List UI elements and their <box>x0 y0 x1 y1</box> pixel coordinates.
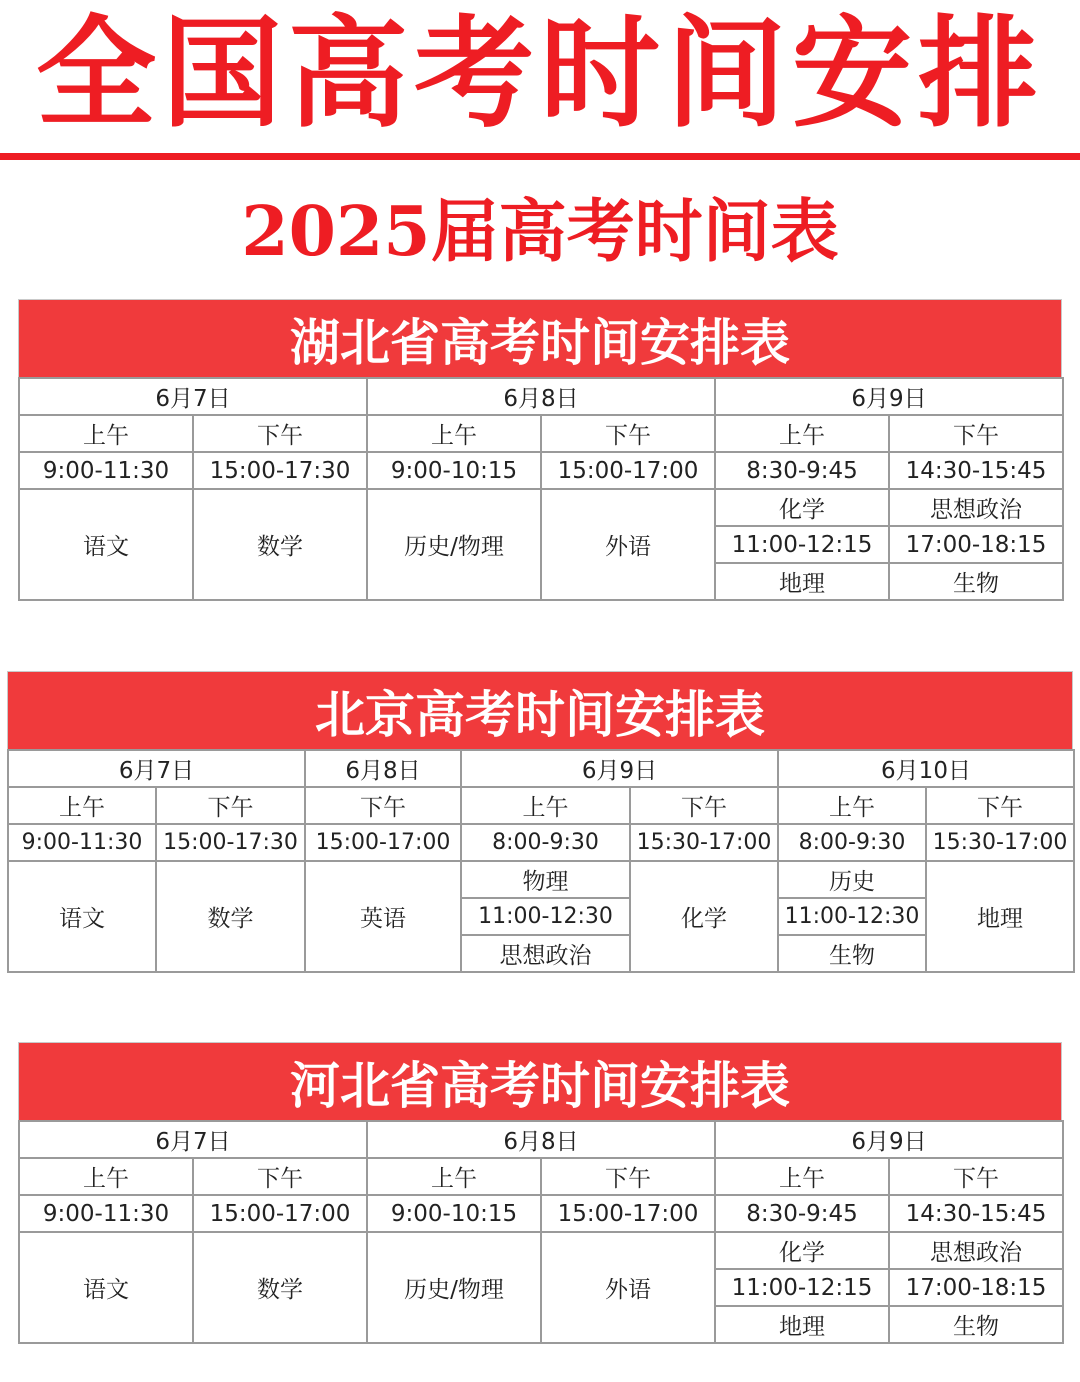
date-cell: 6月9日 <box>715 378 1063 415</box>
time-cell: 15:00-17:30 <box>156 824 305 861</box>
subject-cell: 语文 <box>8 861 156 972</box>
hebei-schedule-title: 河北省高考时间安排表 <box>18 1042 1062 1120</box>
period-cell: 下午 <box>889 415 1063 452</box>
time-cell: 9:00-11:30 <box>19 452 193 489</box>
time-cell: 14:30-15:45 <box>889 1195 1063 1232</box>
date-cell: 6月7日 <box>8 750 305 787</box>
beijing-schedule-title: 北京高考时间安排表 <box>7 671 1073 749</box>
beijing-schedule-table <box>7 749 1075 973</box>
beijing-schedule <box>7 671 1073 973</box>
period-cell: 下午 <box>541 415 715 452</box>
subject-cell: 化学 <box>715 489 889 526</box>
time-cell: 8:30-9:45 <box>715 1195 889 1232</box>
period-cell: 上午 <box>715 415 889 452</box>
subject-cell: 语文 <box>19 1232 193 1343</box>
subject-cell: 外语 <box>541 1232 715 1343</box>
time-cell: 17:00-18:15 <box>889 1269 1063 1306</box>
time-cell: 15:00-17:00 <box>541 1195 715 1232</box>
time-cell: 8:30-9:45 <box>715 452 889 489</box>
hubei-schedule-title: 湖北省高考时间安排表 <box>18 299 1062 377</box>
page-title: 全国高考时间安排 <box>36 5 1044 144</box>
time-cell: 11:00-12:30 <box>461 898 630 935</box>
subject-cell: 化学 <box>630 861 778 972</box>
subject-cell: 生物 <box>889 1306 1063 1343</box>
date-cell: 6月9日 <box>715 1121 1063 1158</box>
time-cell: 8:00-9:30 <box>778 824 926 861</box>
date-cell: 6月8日 <box>367 378 715 415</box>
period-cell: 下午 <box>926 787 1074 824</box>
period-row <box>19 415 1063 452</box>
time-cell: 8:00-9:30 <box>461 824 630 861</box>
time-row <box>19 452 1063 489</box>
period-cell: 下午 <box>630 787 778 824</box>
time-cell: 9:00-11:30 <box>8 824 156 861</box>
period-cell: 上午 <box>778 787 926 824</box>
time-cell: 17:00-18:15 <box>889 526 1063 563</box>
date-cell: 6月8日 <box>367 1121 715 1158</box>
subject-cell: 生物 <box>889 563 1063 600</box>
subject-row <box>19 489 1063 526</box>
time-cell: 15:30-17:00 <box>926 824 1074 861</box>
subject-cell: 英语 <box>305 861 461 972</box>
subject-cell: 历史/物理 <box>367 1232 541 1343</box>
time-cell: 9:00-11:30 <box>19 1195 193 1232</box>
period-cell: 下午 <box>305 787 461 824</box>
subject-cell: 思想政治 <box>889 1232 1063 1269</box>
date-cell: 6月7日 <box>19 1121 367 1158</box>
hubei-schedule-table <box>18 377 1064 601</box>
period-cell: 上午 <box>715 1158 889 1195</box>
subject-cell: 语文 <box>19 489 193 600</box>
date-cell: 6月7日 <box>19 378 367 415</box>
time-cell: 15:00-17:00 <box>305 824 461 861</box>
subject-cell: 外语 <box>541 489 715 600</box>
period-cell: 上午 <box>19 1158 193 1195</box>
subject-cell: 生物 <box>778 935 926 972</box>
subject-cell: 数学 <box>193 1232 367 1343</box>
time-row <box>8 824 1074 861</box>
period-cell: 上午 <box>19 415 193 452</box>
time-cell: 11:00-12:30 <box>778 898 926 935</box>
subject-cell: 思想政治 <box>889 489 1063 526</box>
date-cell: 6月8日 <box>305 750 461 787</box>
time-cell: 9:00-10:15 <box>367 1195 541 1232</box>
hubei-schedule <box>18 299 1062 601</box>
subject-cell: 物理 <box>461 861 630 898</box>
page-subtitle: 2025届高考时间表 <box>241 192 839 272</box>
period-cell: 下午 <box>193 415 367 452</box>
time-row <box>19 1195 1063 1232</box>
subject-cell: 地理 <box>715 1306 889 1343</box>
time-cell: 15:30-17:00 <box>630 824 778 861</box>
period-row <box>19 1158 1063 1195</box>
period-row <box>8 787 1074 824</box>
date-cell: 6月9日 <box>461 750 778 787</box>
date-row <box>19 378 1063 415</box>
subject-cell: 数学 <box>156 861 305 972</box>
time-cell: 14:30-15:45 <box>889 452 1063 489</box>
date-row <box>19 1121 1063 1158</box>
period-cell: 下午 <box>541 1158 715 1195</box>
date-row <box>8 750 1074 787</box>
hebei-schedule-table <box>18 1120 1064 1344</box>
period-cell: 上午 <box>461 787 630 824</box>
time-cell: 9:00-10:15 <box>367 452 541 489</box>
time-cell: 11:00-12:15 <box>715 526 889 563</box>
subject-cell: 历史/物理 <box>367 489 541 600</box>
period-cell: 上午 <box>367 1158 541 1195</box>
hebei-schedule <box>18 1042 1062 1344</box>
period-cell: 上午 <box>367 415 541 452</box>
subject-cell: 历史 <box>778 861 926 898</box>
time-cell: 15:00-17:00 <box>541 452 715 489</box>
period-cell: 下午 <box>193 1158 367 1195</box>
title-divider <box>0 153 1080 160</box>
subject-cell: 地理 <box>926 861 1074 972</box>
period-cell: 下午 <box>889 1158 1063 1195</box>
subject-cell: 化学 <box>715 1232 889 1269</box>
date-cell: 6月10日 <box>778 750 1074 787</box>
subject-cell: 数学 <box>193 489 367 600</box>
subject-row <box>8 861 1074 898</box>
subject-row <box>19 1232 1063 1269</box>
period-cell: 上午 <box>8 787 156 824</box>
time-cell: 15:00-17:30 <box>193 452 367 489</box>
time-cell: 11:00-12:15 <box>715 1269 889 1306</box>
period-cell: 下午 <box>156 787 305 824</box>
subject-cell: 地理 <box>715 563 889 600</box>
subject-cell: 思想政治 <box>461 935 630 972</box>
time-cell: 15:00-17:00 <box>193 1195 367 1232</box>
